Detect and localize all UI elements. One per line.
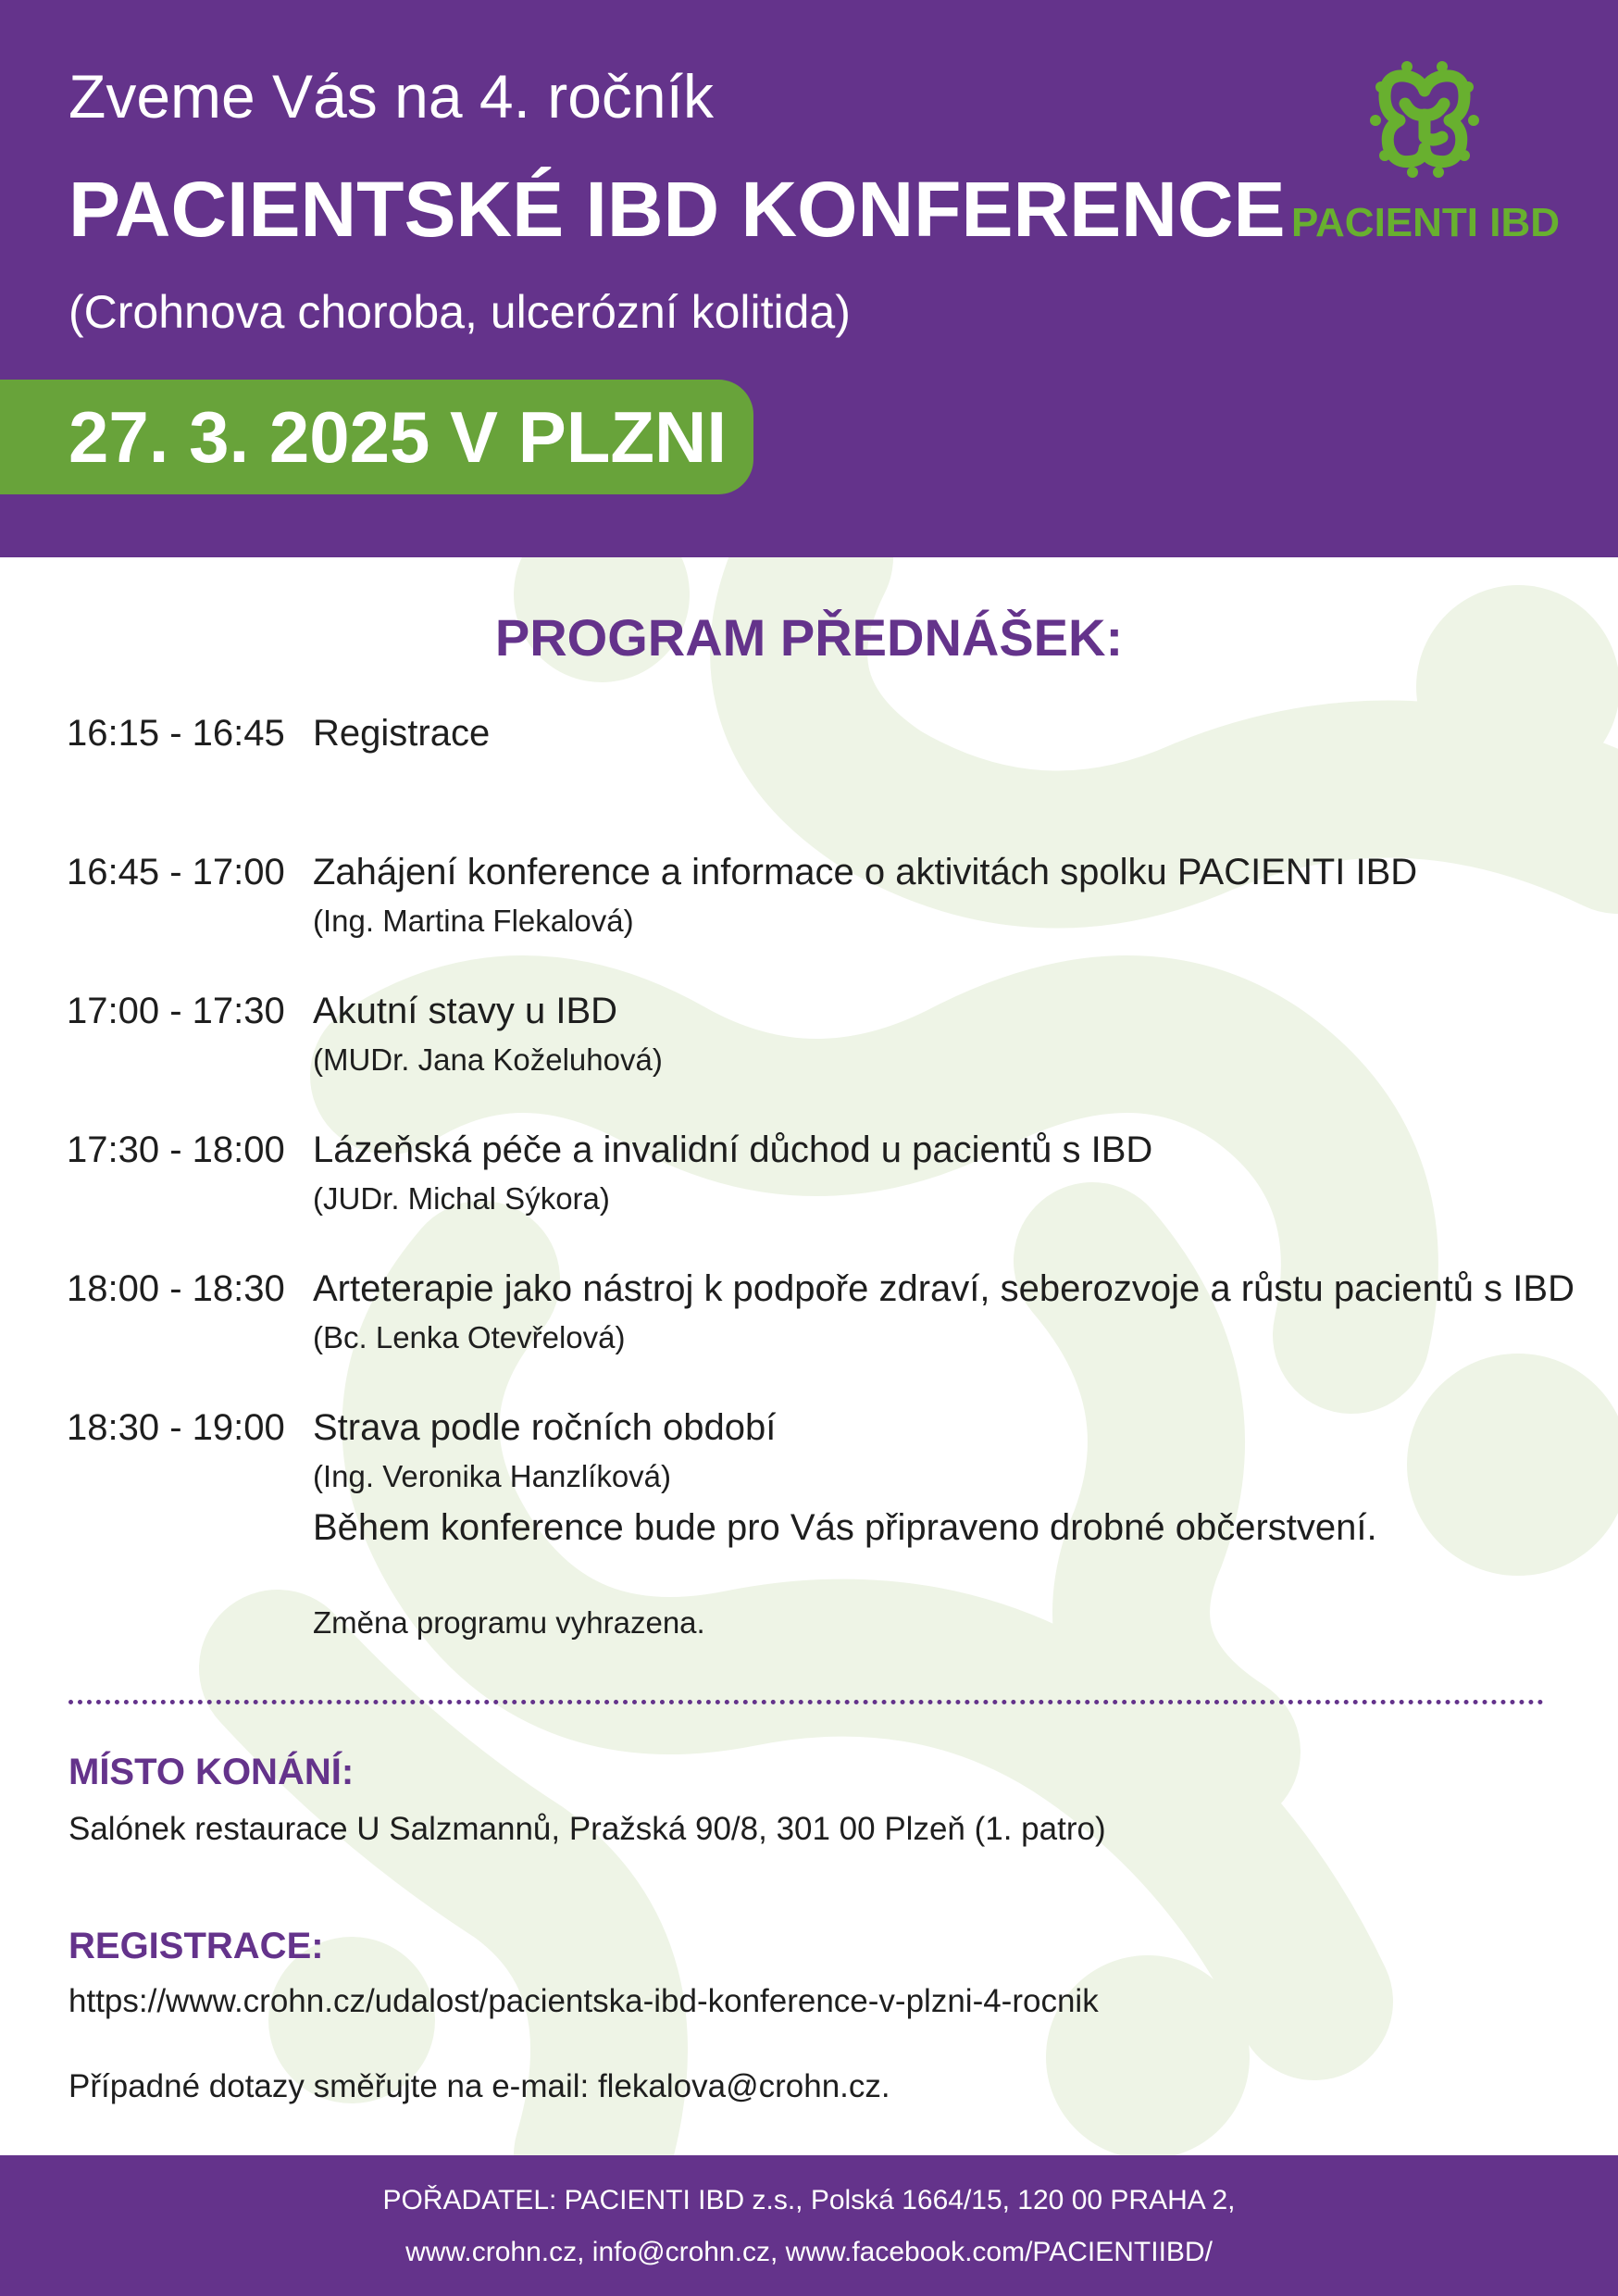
item-title: Arteterapie jako nástroj k podpoře zdraví, seberozvoje a růstu pacientů s IBD xyxy=(313,1268,1574,1309)
item-speaker: (Ing. Martina Flekalová) xyxy=(313,904,634,938)
refreshments-note: Během konference bude pro Vás připraveno drobné občerstvení. xyxy=(313,1507,1377,1548)
item-speaker: (Ing. Veronika Hanzlíková) xyxy=(313,1459,672,1493)
program-item xyxy=(67,1268,1574,1407)
logo-wordmark: PACIENTI IBD xyxy=(1290,200,1561,245)
item-speaker: (MUDr. Jana Koželuhová) xyxy=(313,1042,663,1077)
item-time: 16:15 - 16:45 xyxy=(67,713,285,754)
program-schedule xyxy=(67,713,1574,1546)
program-item xyxy=(67,991,1566,1129)
registration-link[interactable]: https://www.crohn.cz/udalost/pacientska-ibd-konference-v-plzni-4-rocnik xyxy=(68,1983,1099,2019)
item-title: Registrace xyxy=(313,713,491,754)
dotted-divider xyxy=(68,1700,1544,1704)
conference-title: PACIENTSKÉ IBD KONFERENCE xyxy=(68,166,1286,253)
footer-banner xyxy=(0,2155,1618,2296)
event-date: 27. 3. 2025 V PLZNI xyxy=(68,396,728,478)
item-speaker: (Bc. Lenka Otevřelová) xyxy=(313,1320,626,1354)
program-heading: PROGRAM PŘEDNÁŠEK: xyxy=(494,608,1124,667)
item-time: 17:00 - 17:30 xyxy=(67,991,285,1031)
program-item xyxy=(67,1129,1566,1268)
item-time: 16:45 - 17:00 xyxy=(67,852,285,892)
date-banner xyxy=(0,380,753,494)
item-time: 17:30 - 18:00 xyxy=(67,1129,285,1170)
venue-heading: MÍSTO KONÁNÍ: xyxy=(68,1752,355,1792)
item-time: 18:00 - 18:30 xyxy=(67,1268,285,1309)
item-title: Zahájení konference a informace o aktivitách spolku PACIENTI IBD xyxy=(313,852,1418,892)
intestine-logo-icon xyxy=(1364,59,1485,180)
item-title: Akutní stavy u IBD xyxy=(313,991,618,1031)
program-item xyxy=(67,713,1566,852)
organizer-info: POŘADATEL: PACIENTI IBD z.s., Polská 1664/15, 120 00 PRAHA 2, xyxy=(382,2185,1236,2215)
item-title: Strava podle ročních období xyxy=(313,1407,777,1448)
item-time: 18:30 - 19:00 xyxy=(67,1407,285,1448)
pacienti-ibd-logo xyxy=(1287,56,1564,259)
registration-heading: REGISTRACE: xyxy=(68,1926,324,1966)
invitation-text: Zveme Vás na 4. ročník xyxy=(68,62,714,131)
header-banner xyxy=(0,0,1618,557)
program-change-note: Změna programu vyhrazena. xyxy=(313,1605,705,1640)
item-title: Lázeňská péče a invalidní důchod u pacientů s IBD xyxy=(313,1129,1153,1170)
venue-address: Salónek restaurace U Salzmannů, Pražská 90/8, 301 00 Plzeň (1. patro) xyxy=(68,1811,1106,1847)
contact-note: Případné dotazy směřujte na e-mail: flekalova@crohn.cz. xyxy=(68,2068,890,2104)
organizer-links[interactable]: www.crohn.cz, info@crohn.cz, www.facebook.com/PACIENTIIBD/ xyxy=(405,2237,1213,2267)
main-content xyxy=(0,557,1618,2155)
item-speaker: (JUDr. Michal Sýkora) xyxy=(313,1181,610,1216)
conference-subtitle: (Crohnova choroba, ulcerózní kolitida) xyxy=(68,286,851,338)
program-item xyxy=(67,852,1566,991)
